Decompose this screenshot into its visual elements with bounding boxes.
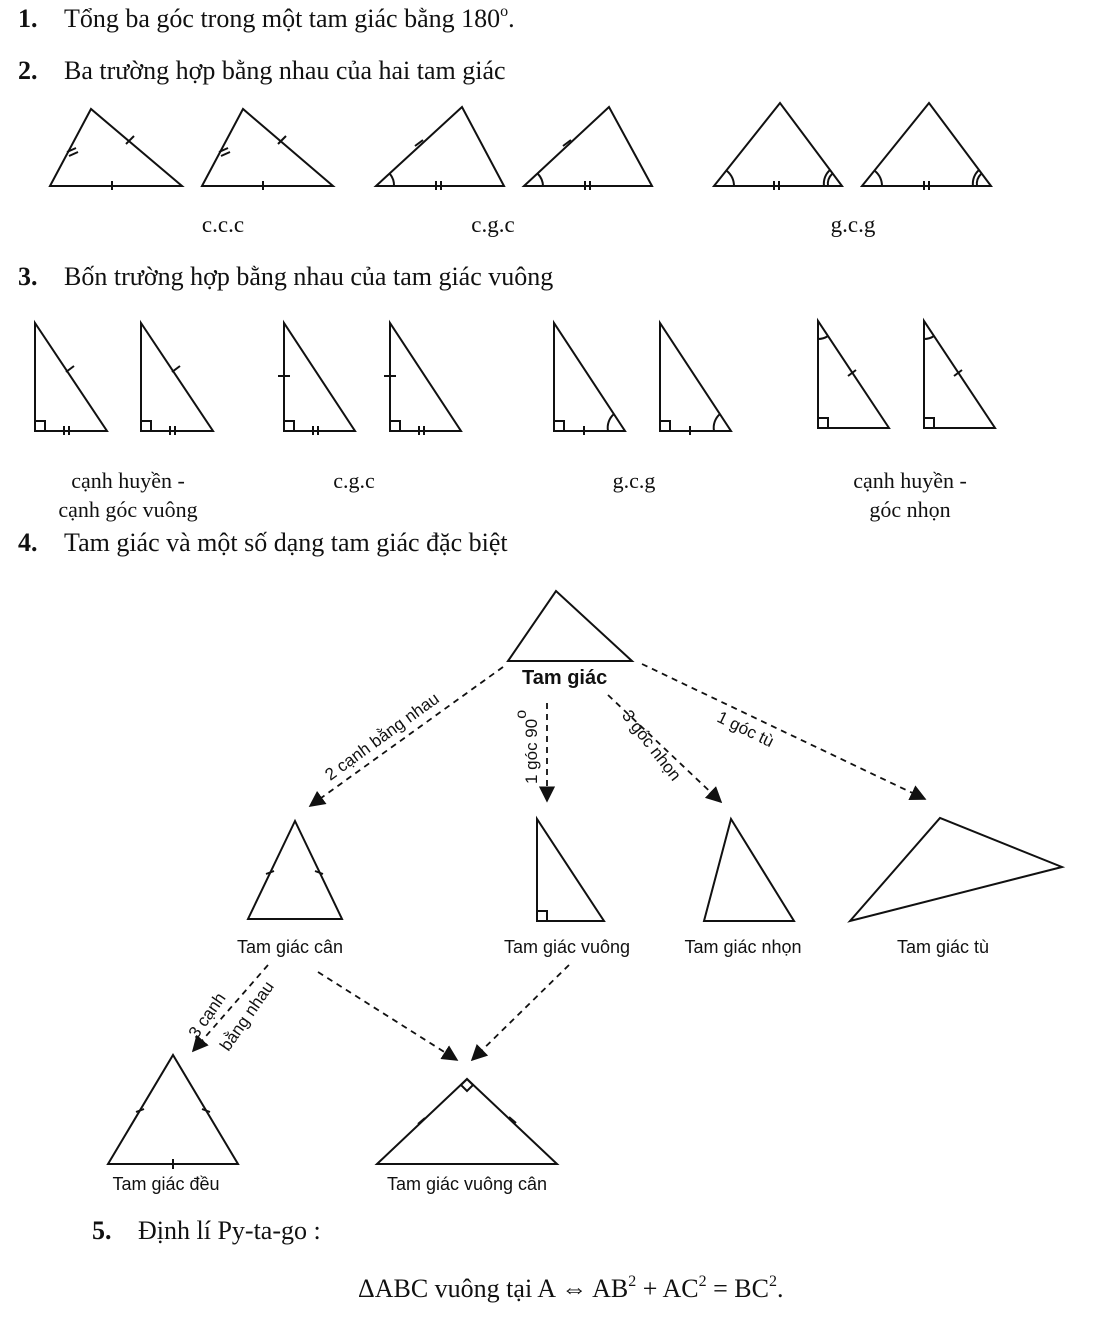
arrow-label-three-sides-1: 3 cạnh <box>184 989 230 1042</box>
section-2-heading: 2. Ba trường hợp bằng nhau của hai tam giác <box>18 56 506 85</box>
right-triangles-hypotenuse-angle <box>818 321 995 428</box>
triangle-root-shape <box>508 591 632 661</box>
pythagoras-formula: ΔABC vuông tại A ⇔ $AB^2 + AC^2 = BC^2$. <box>358 1273 784 1303</box>
equilateral-triangle-shape <box>108 1055 238 1169</box>
arrow-label-three-acute: 3 góc nhọn <box>618 706 685 785</box>
arrow-label-one-right-angle: 1 góc 90$^o$ <box>513 709 541 784</box>
arrow-isosceles-to-right-isosceles <box>318 972 457 1060</box>
section-5-heading: 5. Định lí Py-ta-go : <box>92 1216 321 1245</box>
caption-right-cgc: c.g.c <box>333 468 375 493</box>
caption-cgc: c.g.c <box>471 212 515 237</box>
caption-right-gcg: g.c.g <box>612 468 656 493</box>
label-obtuse: Tam giác tù <box>896 937 990 957</box>
arrow-to-isosceles <box>310 667 503 806</box>
obtuse-triangle-shape <box>850 818 1062 921</box>
caption-hypotenuse-angle: cạnh huyền - góc nhọn <box>853 468 967 522</box>
right-triangles-cgc <box>278 323 461 435</box>
section-1-heading: 1. Tổng ba góc trong một tam giác bằng 180$^o$. <box>18 3 515 33</box>
arrow-label-two-equal-sides: 2 cạnh bằng nhau <box>321 688 443 785</box>
acute-triangle-shape <box>704 819 794 921</box>
caption-hypotenuse-leg: cạnh huyền - cạnh góc vuông <box>58 468 198 522</box>
arrow-label-one-obtuse: 1 góc tù <box>714 707 777 752</box>
label-isosceles: Tam giác cân <box>236 937 344 957</box>
tree-root-label: Tam giác <box>522 667 608 689</box>
arrow-right-to-right-isosceles <box>472 965 569 1060</box>
tree-arrows <box>193 664 925 1060</box>
triangle-pair-ccc <box>50 109 333 190</box>
isosceles-triangle-shape <box>248 821 342 919</box>
caption-gcg: g.c.g <box>830 212 876 237</box>
arrow-label-three-sides-2: bằng nhau <box>216 977 278 1055</box>
caption-ccc: c.c.c <box>201 212 245 237</box>
label-equilateral: Tam giác đều <box>112 1174 220 1194</box>
right-triangles-gcg <box>554 323 731 435</box>
triangle-pair-cgc <box>376 107 652 190</box>
section-4-heading: 4. Tam giác và một số dạng tam giác đặc biệt <box>18 528 508 557</box>
label-acute: Tam giác nhọn <box>684 937 802 957</box>
section-3-heading: 3. Bốn trường hợp bằng nhau của tam giác vuông <box>18 262 554 291</box>
label-right: Tam giác vuông <box>503 937 631 957</box>
right-triangles-hypotenuse-leg <box>35 323 213 435</box>
triangle-pair-gcg <box>714 103 991 190</box>
right-isosceles-triangle-shape <box>377 1079 557 1164</box>
right-triangle-shape <box>537 819 604 921</box>
label-right-isosceles: Tam giác vuông cân <box>386 1174 548 1194</box>
